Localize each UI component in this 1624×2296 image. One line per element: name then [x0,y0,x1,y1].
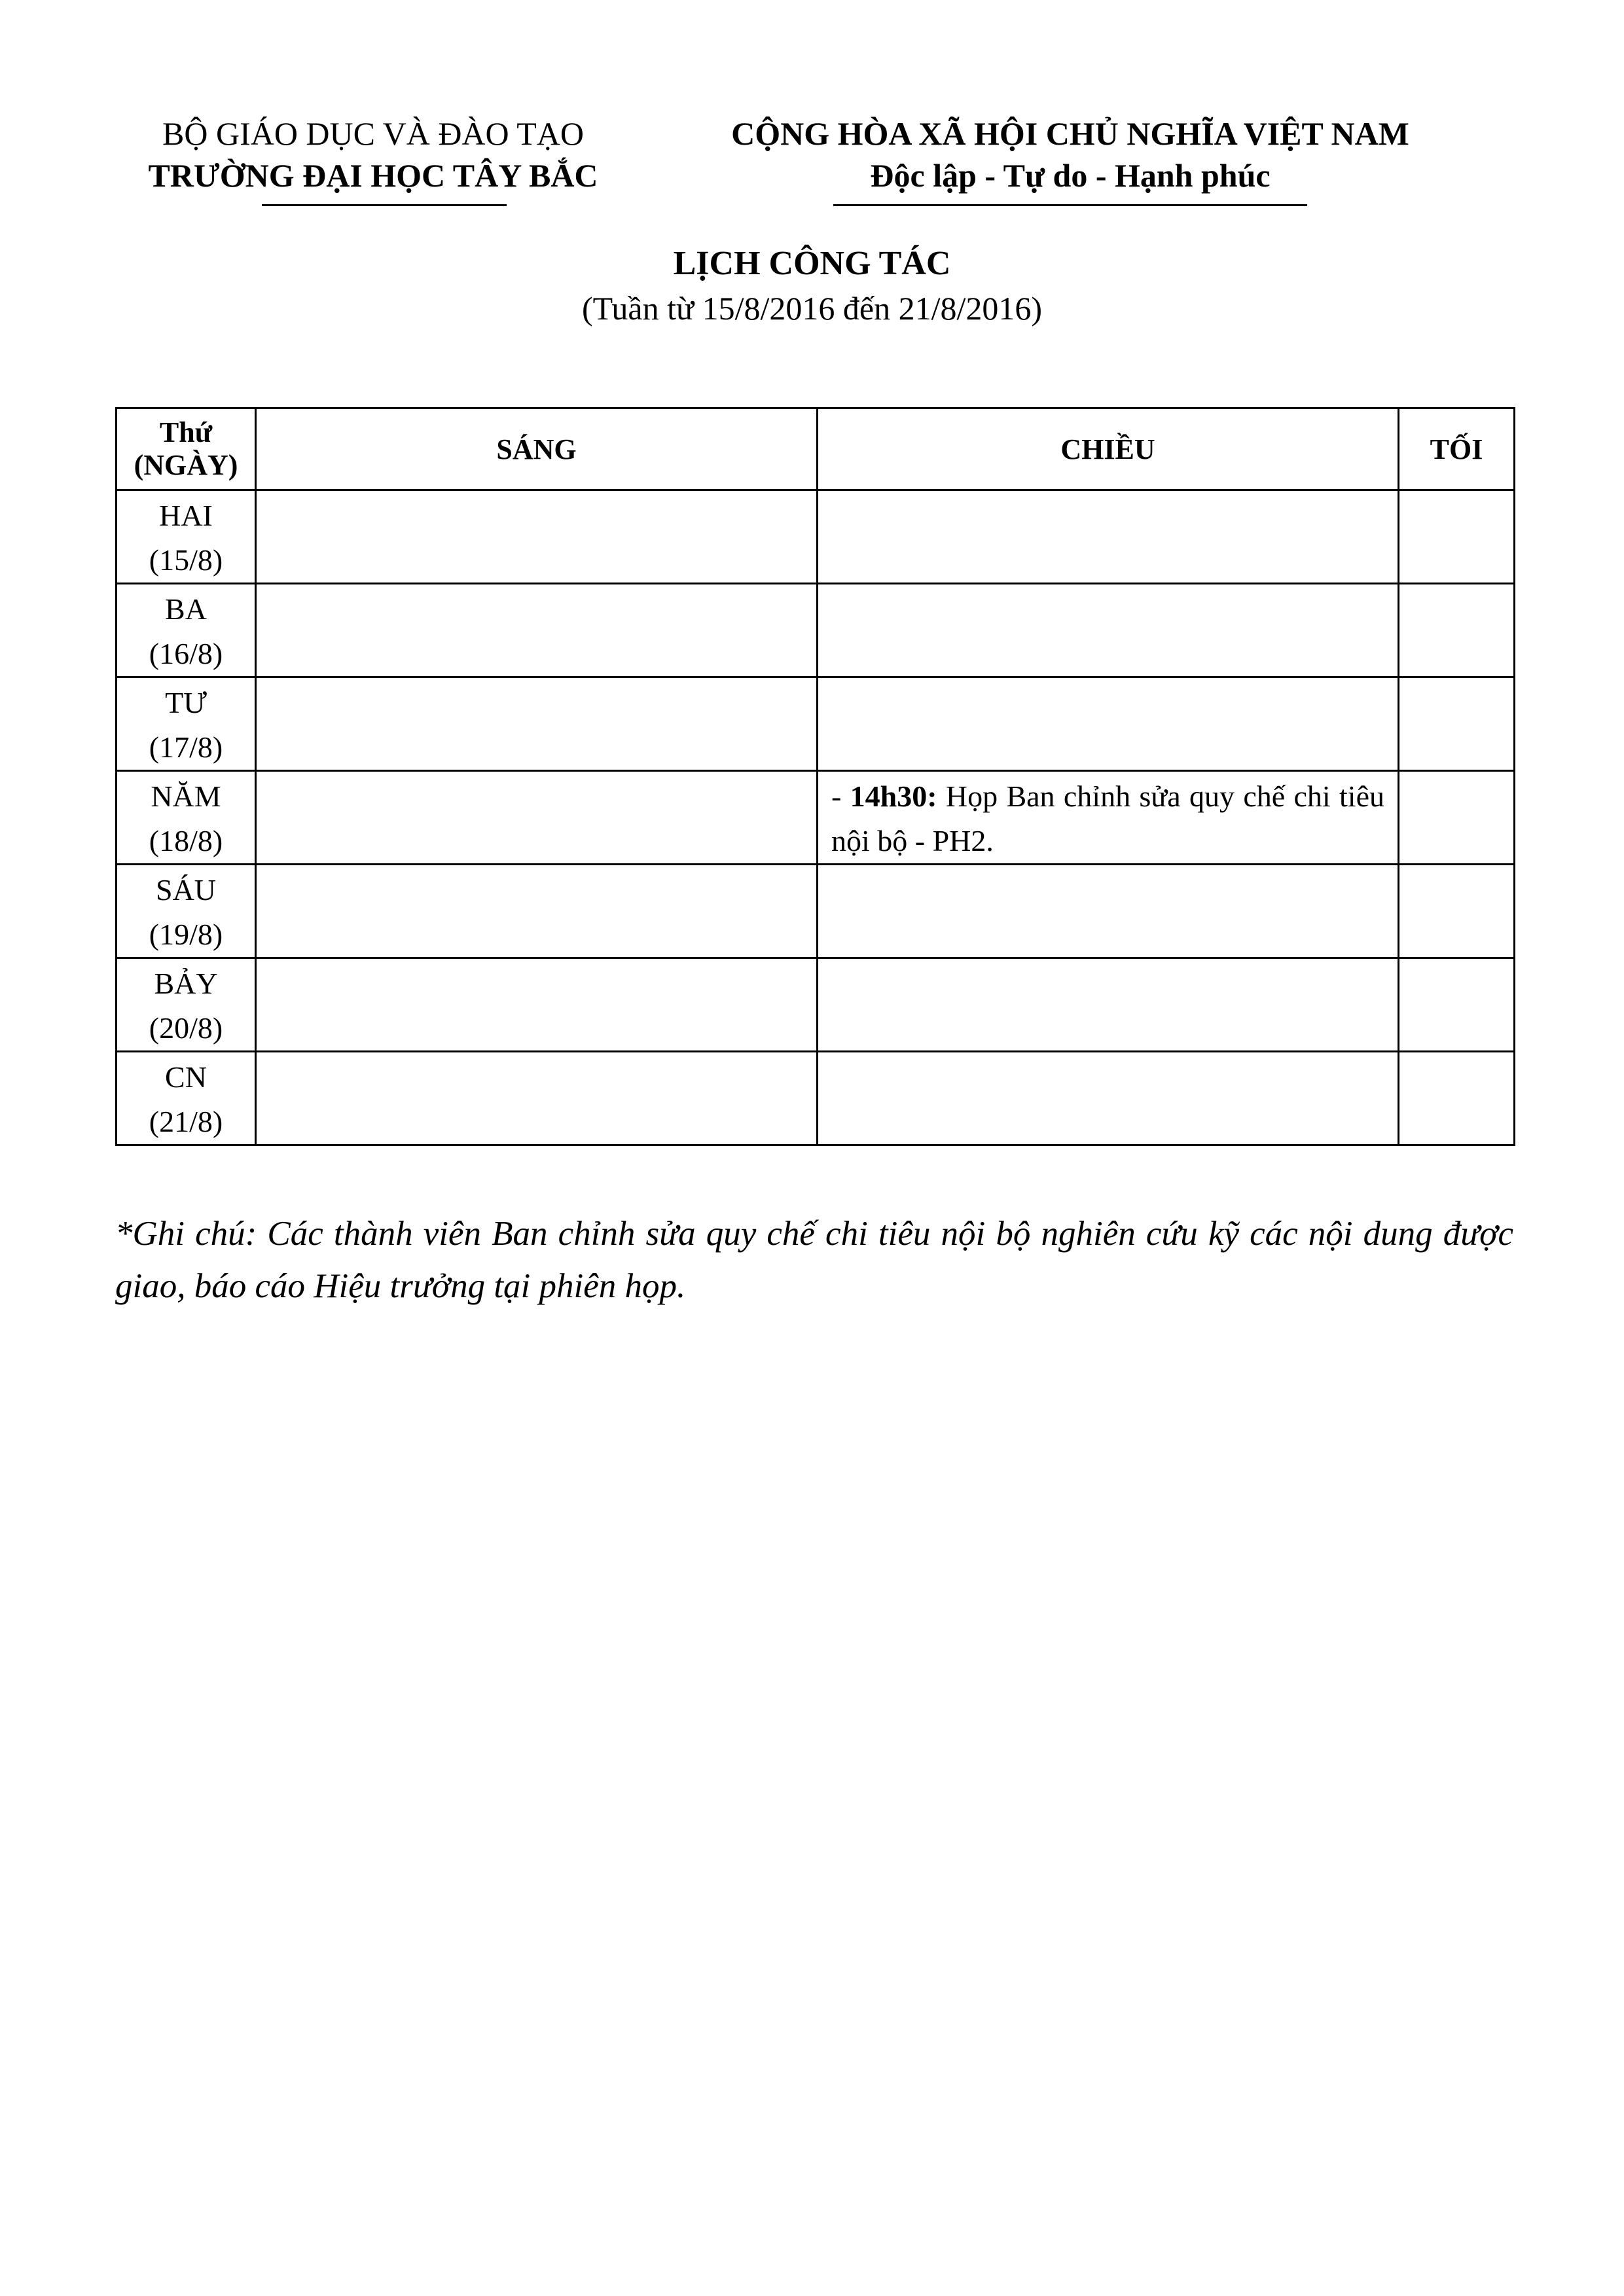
day-name: CN [165,1060,207,1094]
afternoon-cell [818,865,1399,958]
day-date: (18/8) [149,824,223,857]
morning-cell [256,677,818,771]
header-day-line2: (NGÀY) [134,449,238,481]
day-date: (16/8) [149,637,223,670]
day-cell [117,958,256,1052]
evening-cell [1399,1052,1515,1145]
header-morning: SÁNG [256,408,818,490]
afternoon-cell [818,584,1399,677]
evening-cell [1399,677,1515,771]
evening-cell [1399,958,1515,1052]
afternoon-cell [818,1052,1399,1145]
table-row [117,865,1515,958]
table-header-row [117,408,1515,490]
morning-cell [256,584,818,677]
table-row [117,490,1515,584]
national-motto: Độc lập - Tự do - Hạnh phúc [870,157,1271,194]
day-cell [117,490,256,584]
day-name: TƯ [165,686,207,719]
morning-cell [256,1052,818,1145]
evening-cell [1399,490,1515,584]
morning-cell [256,490,818,584]
issuer-block [118,113,628,196]
table-row [117,677,1515,771]
afternoon-cell [818,490,1399,584]
document-title: LỊCH CÔNG TÁC [673,245,951,282]
day-cell [117,677,256,771]
afternoon-cell [818,771,1399,865]
evening-cell [1399,771,1515,865]
day-cell [117,771,256,865]
header-evening: TỐI [1399,408,1515,490]
table-row [117,958,1515,1052]
country-name: CỘNG HÒA XÃ HỘI CHỦ NGHĨA VIỆT NAM [731,115,1409,152]
header-day-line1: Thứ [159,416,213,448]
afternoon-time: 14h30: [850,780,937,813]
day-date: (20/8) [149,1011,223,1045]
national-heading [677,113,1463,196]
schedule-table [115,407,1515,1146]
day-name: NĂM [151,780,221,813]
day-cell [117,1052,256,1145]
issuer-underline [262,204,507,206]
table-row [117,584,1515,677]
day-name: BẢY [154,967,218,1000]
table-row [117,771,1515,865]
university-name: TRƯỜNG ĐẠI HỌC TÂY BẮC [148,157,598,194]
footnote: *Ghi chú: Các thành viên Ban chỉnh sửa quy chế chi tiêu nội bộ nghiên cứu kỹ các nội dung được giao, báo cáo Hiệu trưởng tại phiên họp. [115,1215,1513,1305]
day-date: (19/8) [149,918,223,951]
morning-cell [256,771,818,865]
document-subtitle: (Tuần từ 15/8/2016 đến 21/8/2016) [581,290,1043,327]
morning-cell [256,865,818,958]
day-cell [117,584,256,677]
day-name: HAI [159,499,213,532]
day-cell [117,865,256,958]
afternoon-bullet: - [831,780,850,813]
afternoon-cell [818,677,1399,771]
day-date: (15/8) [149,543,223,577]
day-date: (21/8) [149,1105,223,1138]
afternoon-cell [818,958,1399,1052]
day-name: BA [165,592,207,626]
header-afternoon: CHIỀU [818,408,1399,490]
evening-cell [1399,865,1515,958]
day-name: SÁU [155,873,217,906]
ministry-name: BỘ GIÁO DỤC VÀ ĐÀO TẠO [162,115,584,152]
evening-cell [1399,584,1515,677]
header-day [117,408,256,490]
day-date: (17/8) [149,730,223,764]
morning-cell [256,958,818,1052]
table-row [117,1052,1515,1145]
afternoon-text: Họp Ban chỉnh sửa quy chế chi tiêu nội bộ - PH2. [831,780,1384,857]
motto-underline [833,204,1307,206]
